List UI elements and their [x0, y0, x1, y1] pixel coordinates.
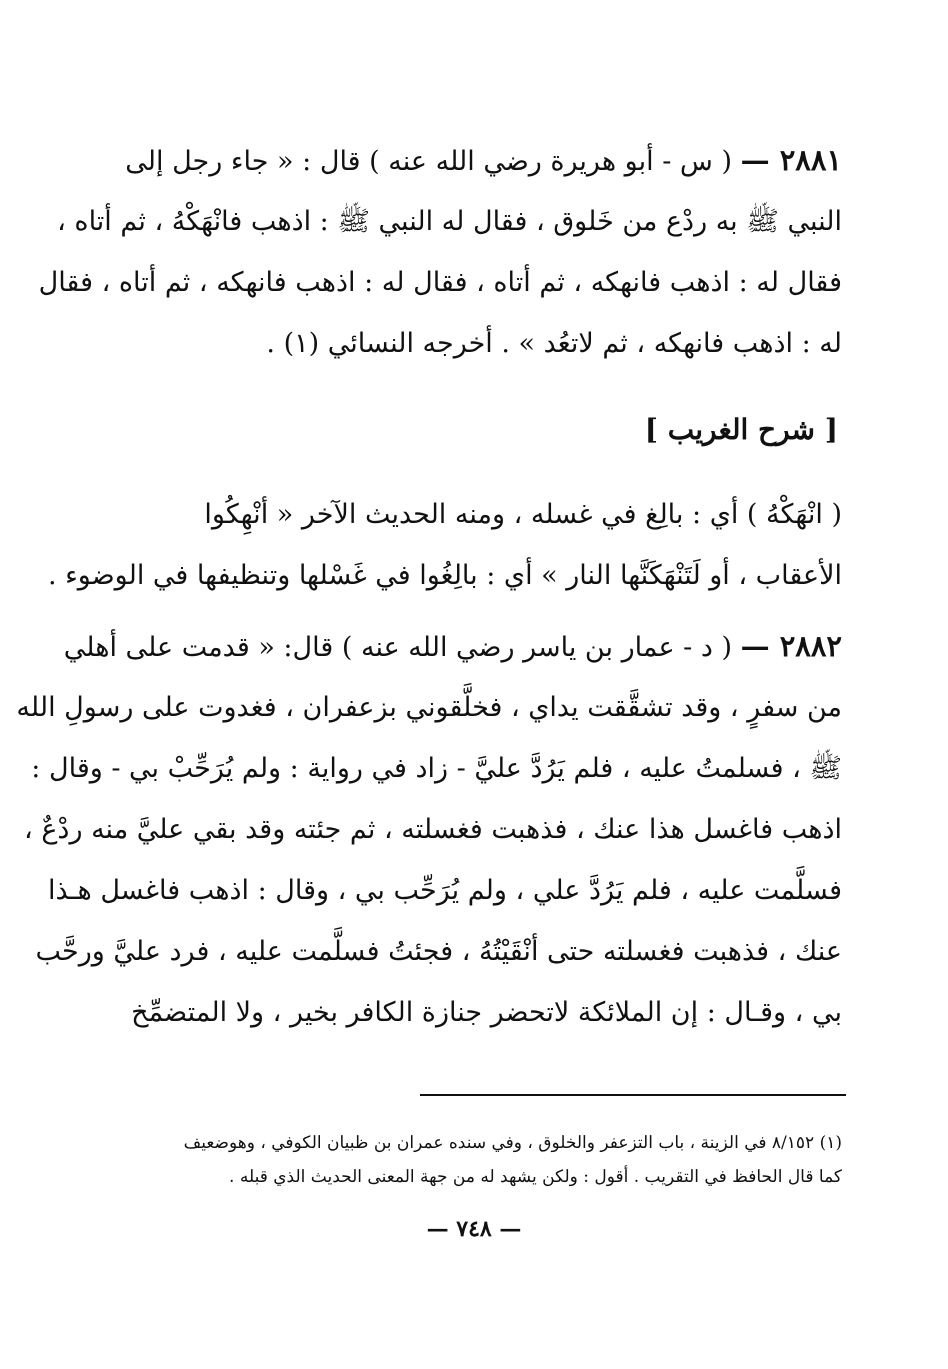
hadith-2882-line-4: اذهب فاغسل هذا عنك ، فذهبت فغسلته ، ثم جئته وقد بقي عليَّ منه ردْعٌ ،	[24, 814, 842, 845]
hadith-2881-line-1	[110, 130, 842, 191]
hadith-2882-line-1	[63, 616, 842, 677]
hadith-2882-line-5: فسلَّمت عليه ، فلم يَرُدَّ علي ، ولم يُرَحِّب بي ، وقال : اذهب فاغسل هـذا	[47, 875, 842, 906]
hadith-text: ( د - عمار بن ياسر رضي الله عنه ) قال: « قدمت على أهلي	[63, 632, 732, 663]
gharib-line-2: الأعقاب ، أو لَتَنْهَكَنَّها النار » أي : بالِغُوا في غَسْلها وتنظيفها في الوضوء .	[47, 560, 842, 591]
hadith-2881	[38, 130, 842, 374]
footnote-line-1: (١) ٨/١٥٢ في الزينة ، باب التزعفر والخلوق ، وفي سنده عمران بن ظبيان الكوفي ، وهوضعيف	[183, 1133, 842, 1153]
hadith-number: ٢٨٨٢ —	[740, 629, 842, 663]
hadith-2882-line-7: بي ، وقـال : إن الملائكة لاتحضر جنازة الكافر بخير ، ولا المتضمِّخ	[131, 997, 842, 1028]
gharib-explanation	[47, 484, 842, 606]
hadith-text: ( س - أبو هريرة رضي الله عنه ) قال : « جاء رجل إلى	[125, 146, 732, 177]
hadith-2882-line-3: ﷺ ، فسلمتُ عليه ، فلم يَرُدَّ عليَّ - زاد في رواية : ولم يُرَحِّبْ بي - وقال :	[31, 753, 842, 784]
hadith-2882-line-2: من سفرٍ ، وقد تشقَّقت يداي ، فخلَّقوني بزعفران ، فغدوت على رسولِ الله	[16, 692, 842, 723]
hadith-2882	[16, 616, 842, 1043]
hadith-2882-line-6: عنك ، فذهبت فغسلته حتى أنْقَيْتُهُ ، فجئتُ فسلَّمت عليه ، فرد عليَّ ورحَّب	[35, 936, 842, 967]
footnote-line-2: كما قال الحافظ في التقريب . أقول : ولكن يشهد له من جهة المعنى الحديث الذي قبله .	[229, 1167, 842, 1187]
gharib-heading: [ شرح الغريب ]	[644, 413, 838, 446]
gharib-line-1: ( انْهَكْهُ ) أي : بالِغ في غسله ، ومنه الحديث الآخر « أنْهِكُوا	[204, 499, 842, 530]
hadith-2881-line-3: فقال له : اذهب فانهكه ، ثم أتاه ، فقال له : اذهب فانهكه ، ثم أتاه ، فقال	[38, 267, 842, 298]
hadith-2881-line-2: النبي ﷺ به ردْع من خَلوق ، فقال له النبي ﷺ : اذهب فانْهَكْهُ ، ثم أتاه ،	[57, 206, 842, 237]
footnote-divider	[420, 1094, 846, 1096]
hadith-number: ٢٨٨١ —	[740, 143, 842, 177]
footnotes	[110, 1126, 842, 1194]
hadith-2881-line-4: له : اذهب فانهكه ، ثم لاتعُد » . أخرجه النسائي (١) .	[266, 328, 842, 359]
page-number: — ٧٤٨ —	[426, 1216, 522, 1242]
